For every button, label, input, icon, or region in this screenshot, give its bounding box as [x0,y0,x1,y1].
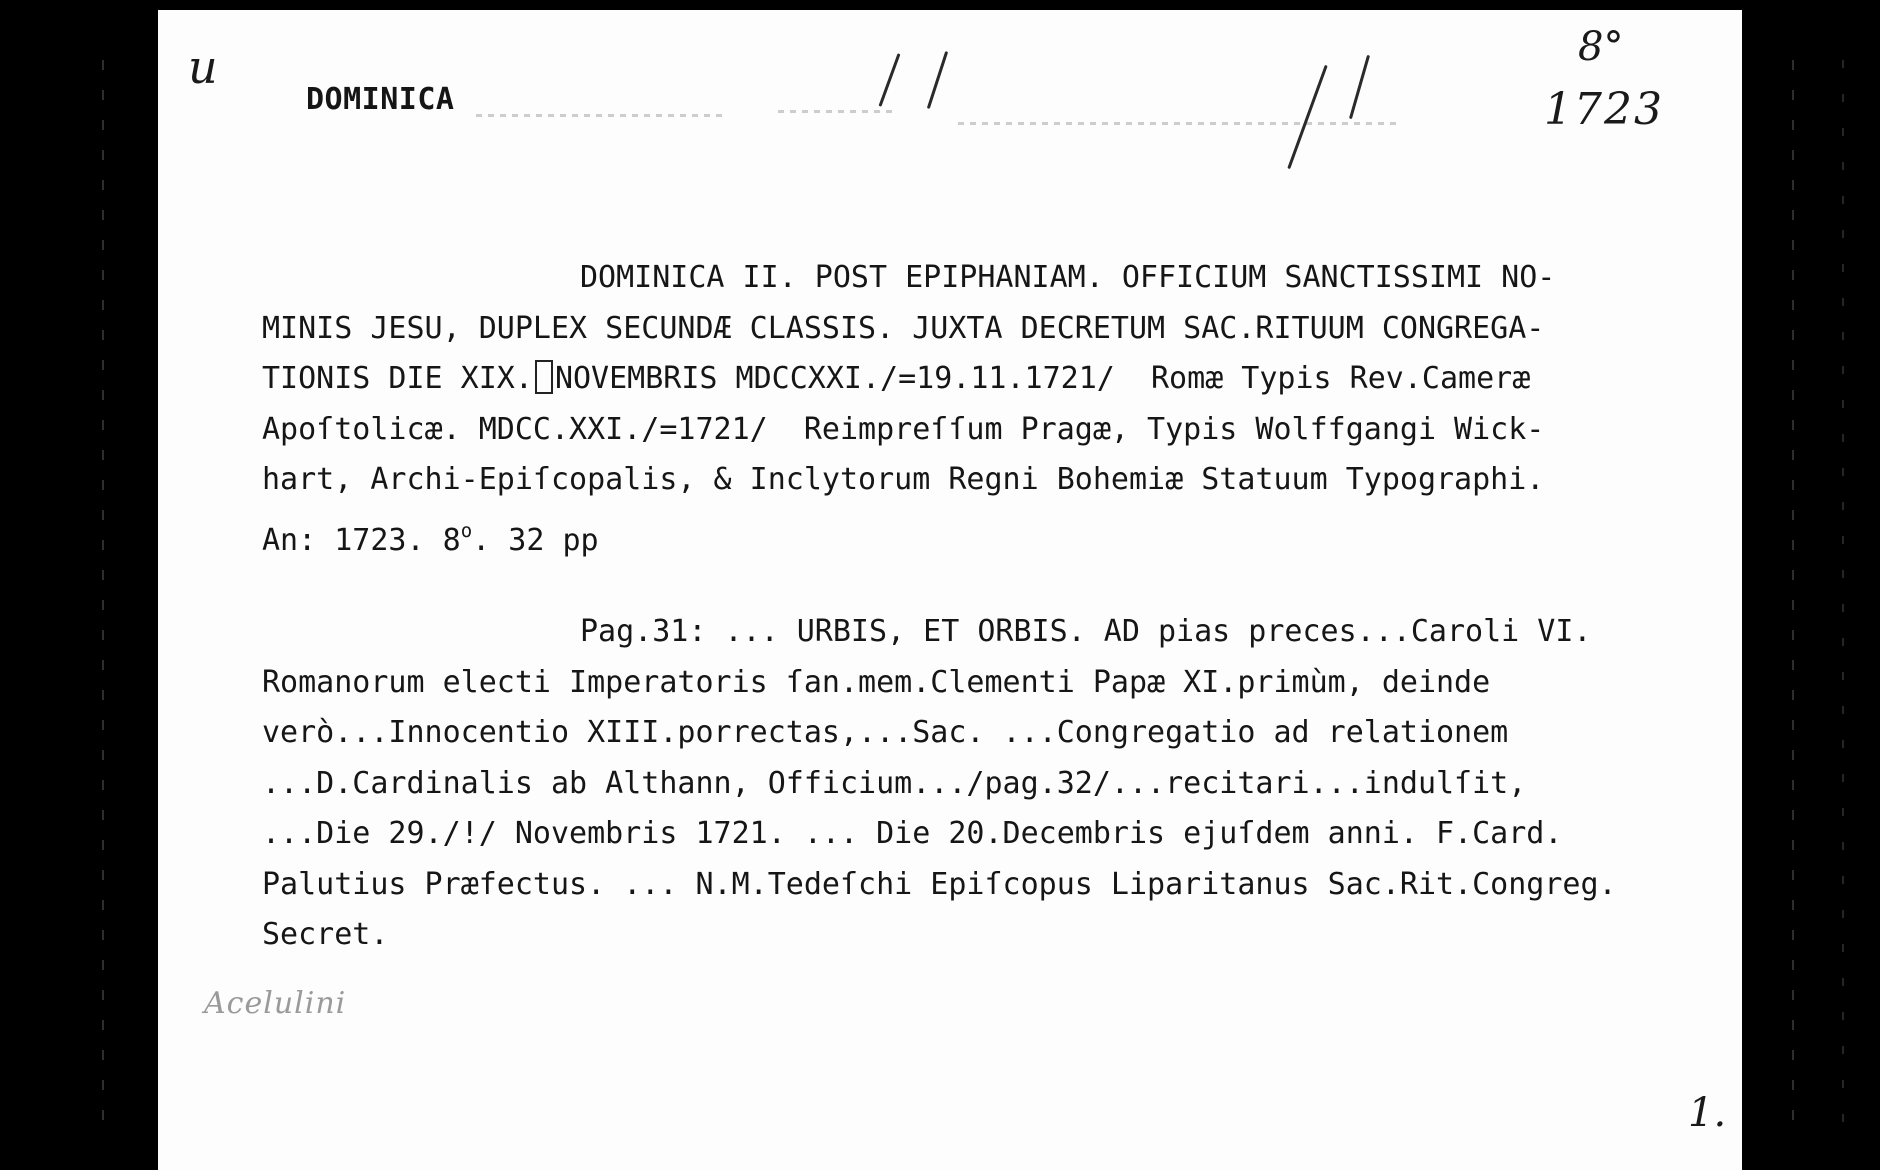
note-line: Secret. [262,917,389,952]
quotation-note [262,607,1722,961]
entry-line [262,354,1722,405]
note-line: ...Die 29./!/ Novembris 1721. ... Die 20.Decembris ejuſdem anni. F.Card. [262,816,1563,851]
note-line: Pag.31: ... URBIS, ET ORBIS. AD pias preces...Caroli VI. [580,614,1592,649]
faded-text-smear [958,122,1398,125]
handwritten-mark-top-left: u [188,40,218,94]
entry-line: Apoſtolicæ. MDCC.XXI./=1721/ Reimpreſſum Pragæ, Typis Wolffgangi Wick- [262,411,1545,447]
faded-text-smear [778,110,898,113]
note-line: ...D.Cardinalis ab Althann, Officium.../pag.32/...recitari...indulſit, [262,765,1527,801]
pen-stroke [1287,65,1327,169]
handwritten-card-number: 1. [1688,1090,1727,1136]
note-line: verò...Innocentio XIII.porrectas,...Sac. ...Congregatio ad relationem [262,715,1509,750]
scan-edge-marks [1792,60,1794,1140]
entry-line: hart, Archi-Epiſcopalis, & Inclytorum Regni Bohemiæ Statuum Typographi. [262,462,1545,497]
superscript-o: o [460,519,473,542]
entry-line-part: TIONIS DIE XIX. [262,361,533,396]
faded-text-smear [476,114,726,117]
entry-line: DOMINICA II. POST EPIPHANIAM. OFFICIUM SANCTISSIMI NO- [580,260,1556,295]
corrected-character-box [535,360,553,394]
pen-stroke [1349,55,1370,119]
catalog-card [158,10,1742,1170]
note-line: Romanorum electi Imperatoris ſan.mem.Clementi Papæ XI.primùm, deinde [262,664,1491,700]
pen-stroke [927,51,948,109]
handwritten-year: 1723 [1544,84,1664,135]
entry-line-part: . 32 pp [472,522,599,558]
handwritten-pencil-note: Acelulini [204,986,347,1021]
entry-line-part: An: 1723. 8 [262,522,461,558]
card-header-label: DOMINICA [306,82,455,117]
bibliographic-entry [262,253,1722,556]
note-line: Palutius Præfectus. ... N.M.Tedeſchi Epiſcopus Liparitanus Sac.Rit.Congreg. [262,866,1617,902]
entry-line [262,506,1722,557]
entry-line-part: NOVEMBRIS MDCCXXI./=19.11.1721/ Romæ Typis Rev.Cameræ [554,361,1531,396]
scan-edge-marks [102,60,104,1140]
handwritten-format: 8° [1578,24,1624,70]
entry-line: MINIS JESU, DUPLEX SECUNDÆ CLASSIS. JUXTA DECRETUM SAC.RITUUM CONGREGA- [262,310,1545,346]
pen-stroke [879,53,901,107]
scan-edge-marks [1842,60,1844,1140]
